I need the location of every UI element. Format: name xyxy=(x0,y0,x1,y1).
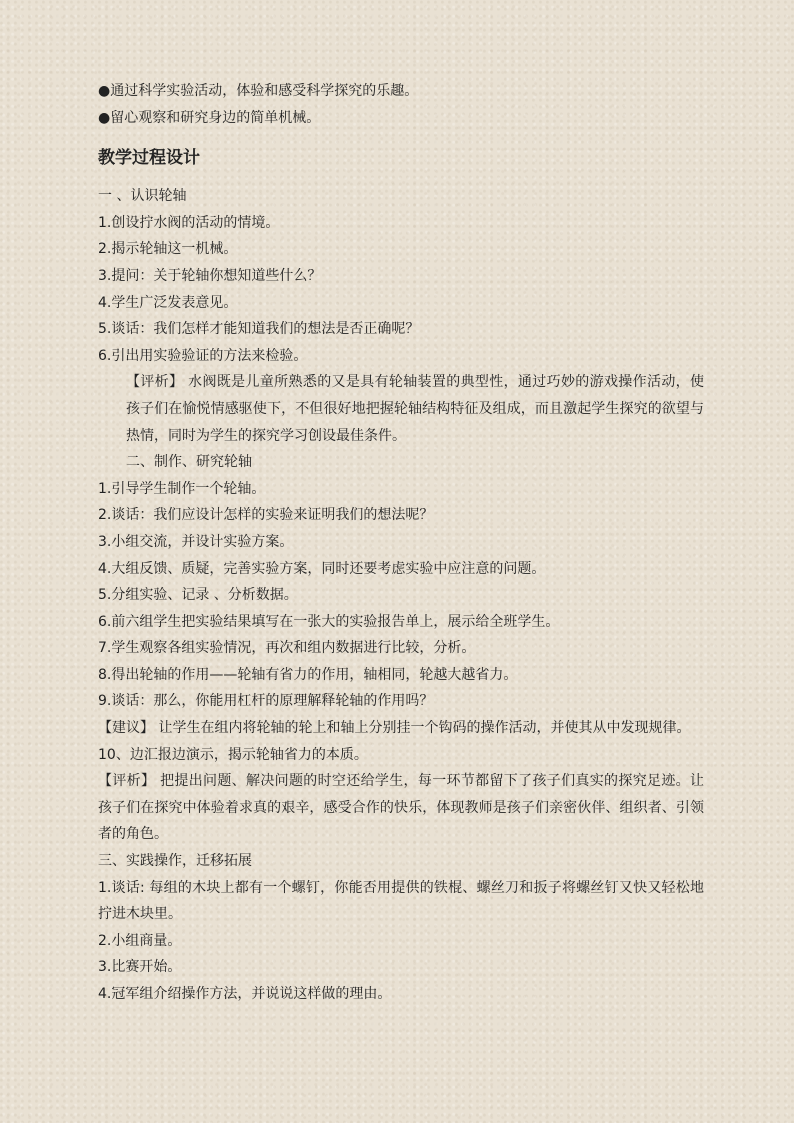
list-item: 4.学生广泛发表意见。 xyxy=(98,294,238,311)
list-item: 6.前六组学生把实验结果填写在一张大的实验报告单上，展示给全班学生。 xyxy=(98,613,560,630)
list-item: 2.揭示轮轴这一机械。 xyxy=(98,241,238,258)
section-1 xyxy=(98,183,704,449)
list-item: 3.小组交流，并设计实验方案。 xyxy=(98,533,294,550)
section-2 xyxy=(98,449,704,848)
list-item: 1.引导学生制作一个轮轴。 xyxy=(98,480,266,497)
section-2-comment: 【评析】 把提出问题、解决问题的时空还给学生，每一环节都留下了孩子们真实的探究足迹。让孩子们在探究中体验着求真的艰辛，感受合作的快乐，体现教师是孩子们亲密伙伴、组织者、引领者的角色。 xyxy=(98,773,704,843)
list-item: 7.学生观察各组实验情况，再次和组内数据进行比较，分析。 xyxy=(98,640,476,657)
list-item: 8.得出轮轴的作用——轮轴有省力的作用，轴相同，轮越大越省力。 xyxy=(98,666,518,683)
section-3-title: 三、实践操作，迁移拓展 xyxy=(98,853,252,870)
list-item: 4.大组反馈、质疑，完善实验方案，同时还要考虑实验中应注意的问题。 xyxy=(98,560,546,577)
list-item: 2.小组商量。 xyxy=(98,932,182,949)
section-1-comment: 【评析】 水阀既是儿童所熟悉的又是具有轮轴装置的典型性，通过巧妙的游戏操作活动，使孩子们在愉悦情感驱使下，不但很好地把握轮轴结构特征及组成，而且激起学生探究的欲望与热情，同时为学生的探究学习创设最佳条件。 xyxy=(126,374,704,444)
list-item: 4.冠军组介绍操作方法，并说说这样做的理由。 xyxy=(98,986,392,1002)
list-item: 10、边汇报边演示，揭示轮轴省力的本质。 xyxy=(98,746,368,763)
list-item: 1.谈话: 每组的木块上都有一个螺钉，你能否用提供的铁棍、螺丝刀和扳子将螺丝钉又快又轻松地拧进木块里。 xyxy=(98,879,704,923)
list-item: 6.引出用实验验证的方法来检验。 xyxy=(98,347,308,364)
bullet-goal-2: ●留心观察和研究身边的简单机械。 xyxy=(98,109,321,126)
section-2-suggestion: 【建议】 让学生在组内将轮轴的轮上和轴上分别挂一个钩码的操作活动，并使其从中发现规律。 xyxy=(98,720,691,737)
list-item: 2.谈话：我们应设计怎样的实验来证明我们的想法呢？ xyxy=(98,507,434,524)
list-item: 5.分组实验、记录 、分析数据。 xyxy=(98,587,298,604)
section-heading: 教学过程设计 xyxy=(98,148,200,169)
list-item: 5.谈话：我们怎样才能知道我们的想法是否正确呢？ xyxy=(98,321,420,338)
list-item: 1.创设拧水阀的活动的情境。 xyxy=(98,214,280,231)
section-3 xyxy=(98,848,704,1008)
bullet-goal-1: ●通过科学实验活动，体验和感受科学探究的乐趣。 xyxy=(98,83,419,99)
section-1-title: 一 、认识轮轴 xyxy=(98,188,187,205)
list-item: 3.比赛开始。 xyxy=(98,959,182,976)
list-item: 3.提问：关于轮轴你想知道些什么？ xyxy=(98,267,322,284)
list-item: 9.谈话：那么，你能用杠杆的原理解释轮轴的作用吗？ xyxy=(98,693,434,710)
section-2-title: 二、制作、研究轮轴 xyxy=(126,454,252,471)
